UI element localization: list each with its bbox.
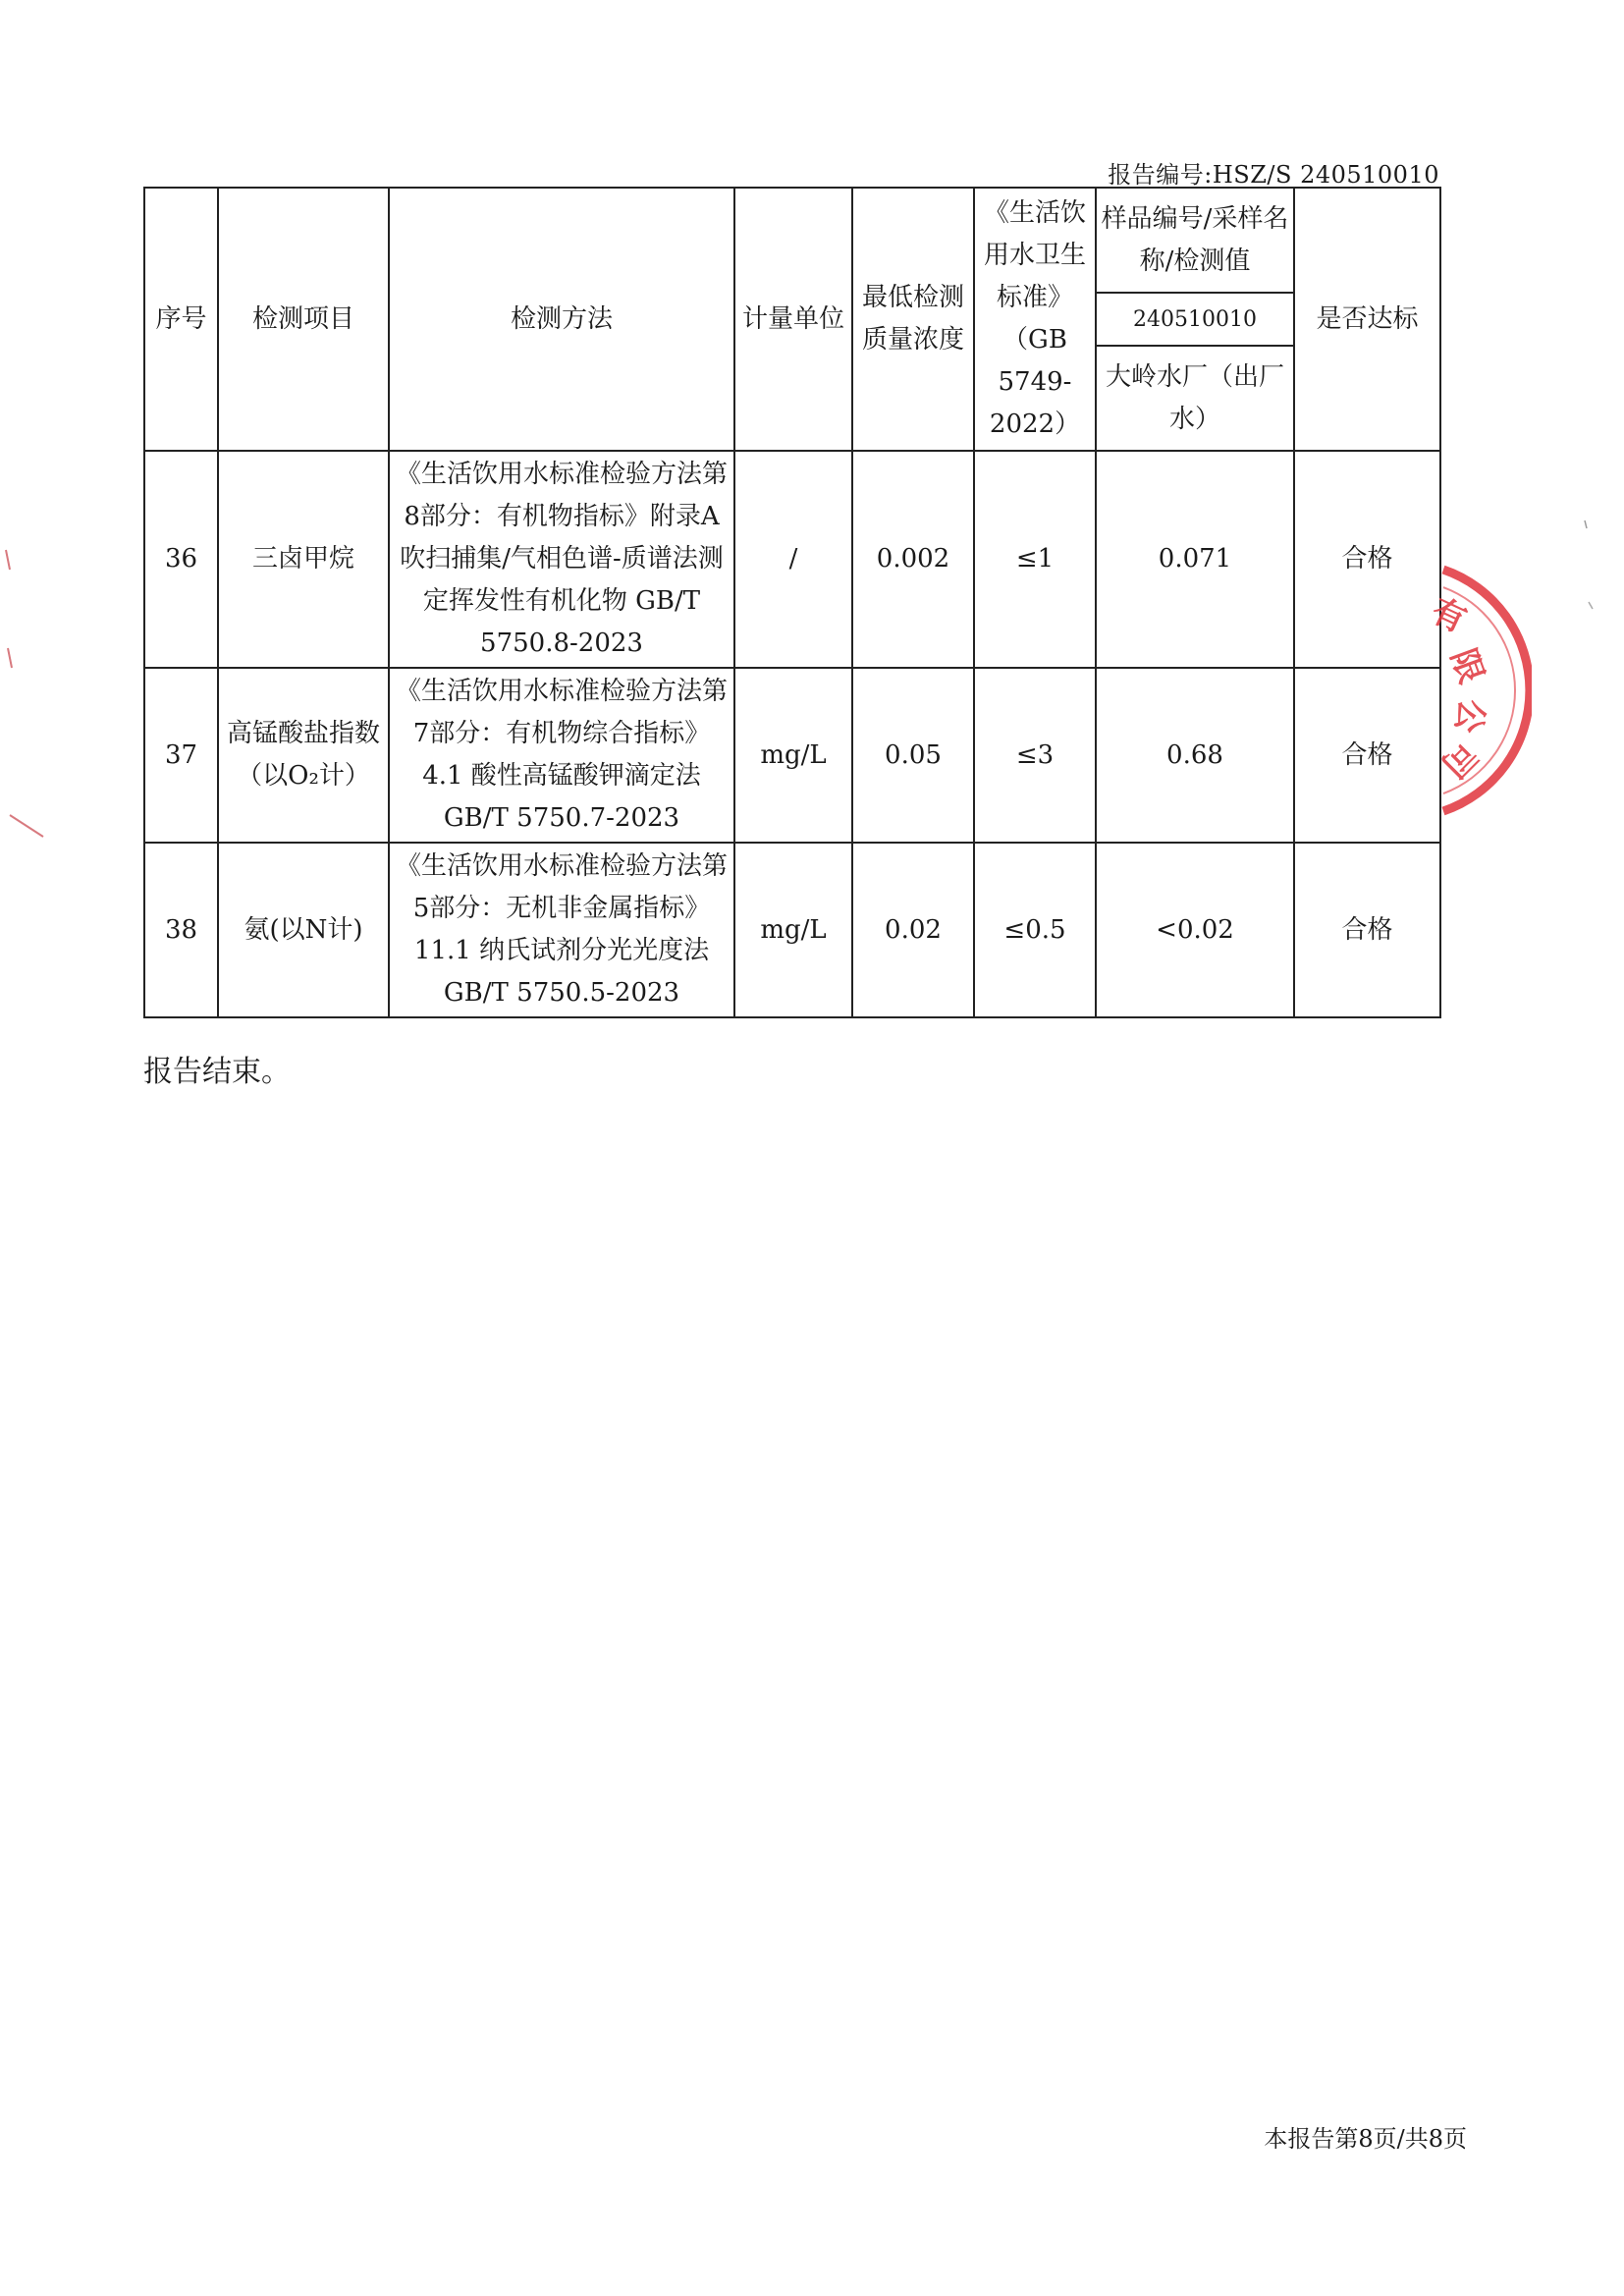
table-row <box>144 668 1440 843</box>
header-standard-line: 5749- <box>998 367 1072 397</box>
header-sample-id: 240510010 <box>1096 293 1294 346</box>
cell-detection-limit: 0.05 <box>852 668 974 843</box>
report-number: 报告编号:HSZ/S 240510010 <box>1108 161 1439 189</box>
table-row <box>144 451 1440 668</box>
header-sample-name: 大岭水厂（出厂水） <box>1096 346 1294 451</box>
header-standard <box>974 188 1096 451</box>
cell-detection-limit: 0.002 <box>852 451 974 668</box>
cell-compliance: 合格 <box>1294 668 1440 843</box>
svg-text:司: 司 <box>1433 734 1486 786</box>
cell-standard: ≤1 <box>974 451 1096 668</box>
cell-item: 氨(以N计) <box>218 843 389 1017</box>
cell-value: 0.68 <box>1096 668 1294 843</box>
cell-standard: ≤3 <box>974 668 1096 843</box>
scan-edge-marks <box>4 530 53 845</box>
report-end-text: 报告结束。 <box>143 1055 291 1089</box>
header-seq: 序号 <box>144 188 218 451</box>
cell-compliance: 合格 <box>1294 451 1440 668</box>
company-seal-stamp <box>1404 558 1532 823</box>
cell-item: 三卤甲烷 <box>218 451 389 668</box>
cell-seq: 38 <box>144 843 218 1017</box>
header-standard-line: （GB <box>1002 325 1067 355</box>
cell-unit: mg/L <box>734 668 852 843</box>
scan-speck-marks <box>1581 519 1600 617</box>
cell-seq: 37 <box>144 668 218 843</box>
table-row <box>144 843 1440 1017</box>
cell-value: <0.02 <box>1096 843 1294 1017</box>
table-header-row <box>144 188 1440 293</box>
cell-method: 《生活饮用水标准检验方法第7部分：有机物综合指标》4.1 酸性高锰酸钾滴定法 GB/T 5750.7-2023 <box>389 668 734 843</box>
header-sample-group: 样品编号/采样名称/检测值 <box>1096 188 1294 293</box>
header-unit: 计量单位 <box>734 188 852 451</box>
svg-text:公: 公 <box>1446 695 1492 737</box>
cell-standard: ≤0.5 <box>974 843 1096 1017</box>
page-footer: 本报告第8页/共8页 <box>1264 2125 1467 2153</box>
svg-text:限: 限 <box>1442 643 1491 689</box>
svg-text:有: 有 <box>1425 590 1473 641</box>
cell-seq: 36 <box>144 451 218 668</box>
header-method: 检测方法 <box>389 188 734 451</box>
header-standard-line: 用水卫生 <box>983 241 1086 270</box>
cell-unit: / <box>734 451 852 668</box>
cell-value: 0.071 <box>1096 451 1294 668</box>
header-compliance: 是否达标 <box>1294 188 1440 451</box>
header-detection-limit: 最低检测质量浓度 <box>852 188 974 451</box>
cell-detection-limit: 0.02 <box>852 843 974 1017</box>
cell-item: 高锰酸盐指数（以O₂计） <box>218 668 389 843</box>
header-standard-line: 2022） <box>989 410 1081 439</box>
header-item: 检测项目 <box>218 188 389 451</box>
cell-unit: mg/L <box>734 843 852 1017</box>
header-standard-line: 标准》 <box>996 283 1073 312</box>
cell-compliance: 合格 <box>1294 843 1440 1017</box>
header-standard-line: 《生活饮 <box>983 198 1086 228</box>
cell-method: 《生活饮用水标准检验方法第8部分：有机物指标》附录A吹扫捕集/气相色谱-质谱法测定挥发性有机化物 GB/T 5750.8-2023 <box>389 451 734 668</box>
results-table <box>143 187 1441 1018</box>
cell-method: 《生活饮用水标准检验方法第5部分：无机非金属指标》11.1 纳氏试剂分光光度法 GB/T 5750.5-2023 <box>389 843 734 1017</box>
